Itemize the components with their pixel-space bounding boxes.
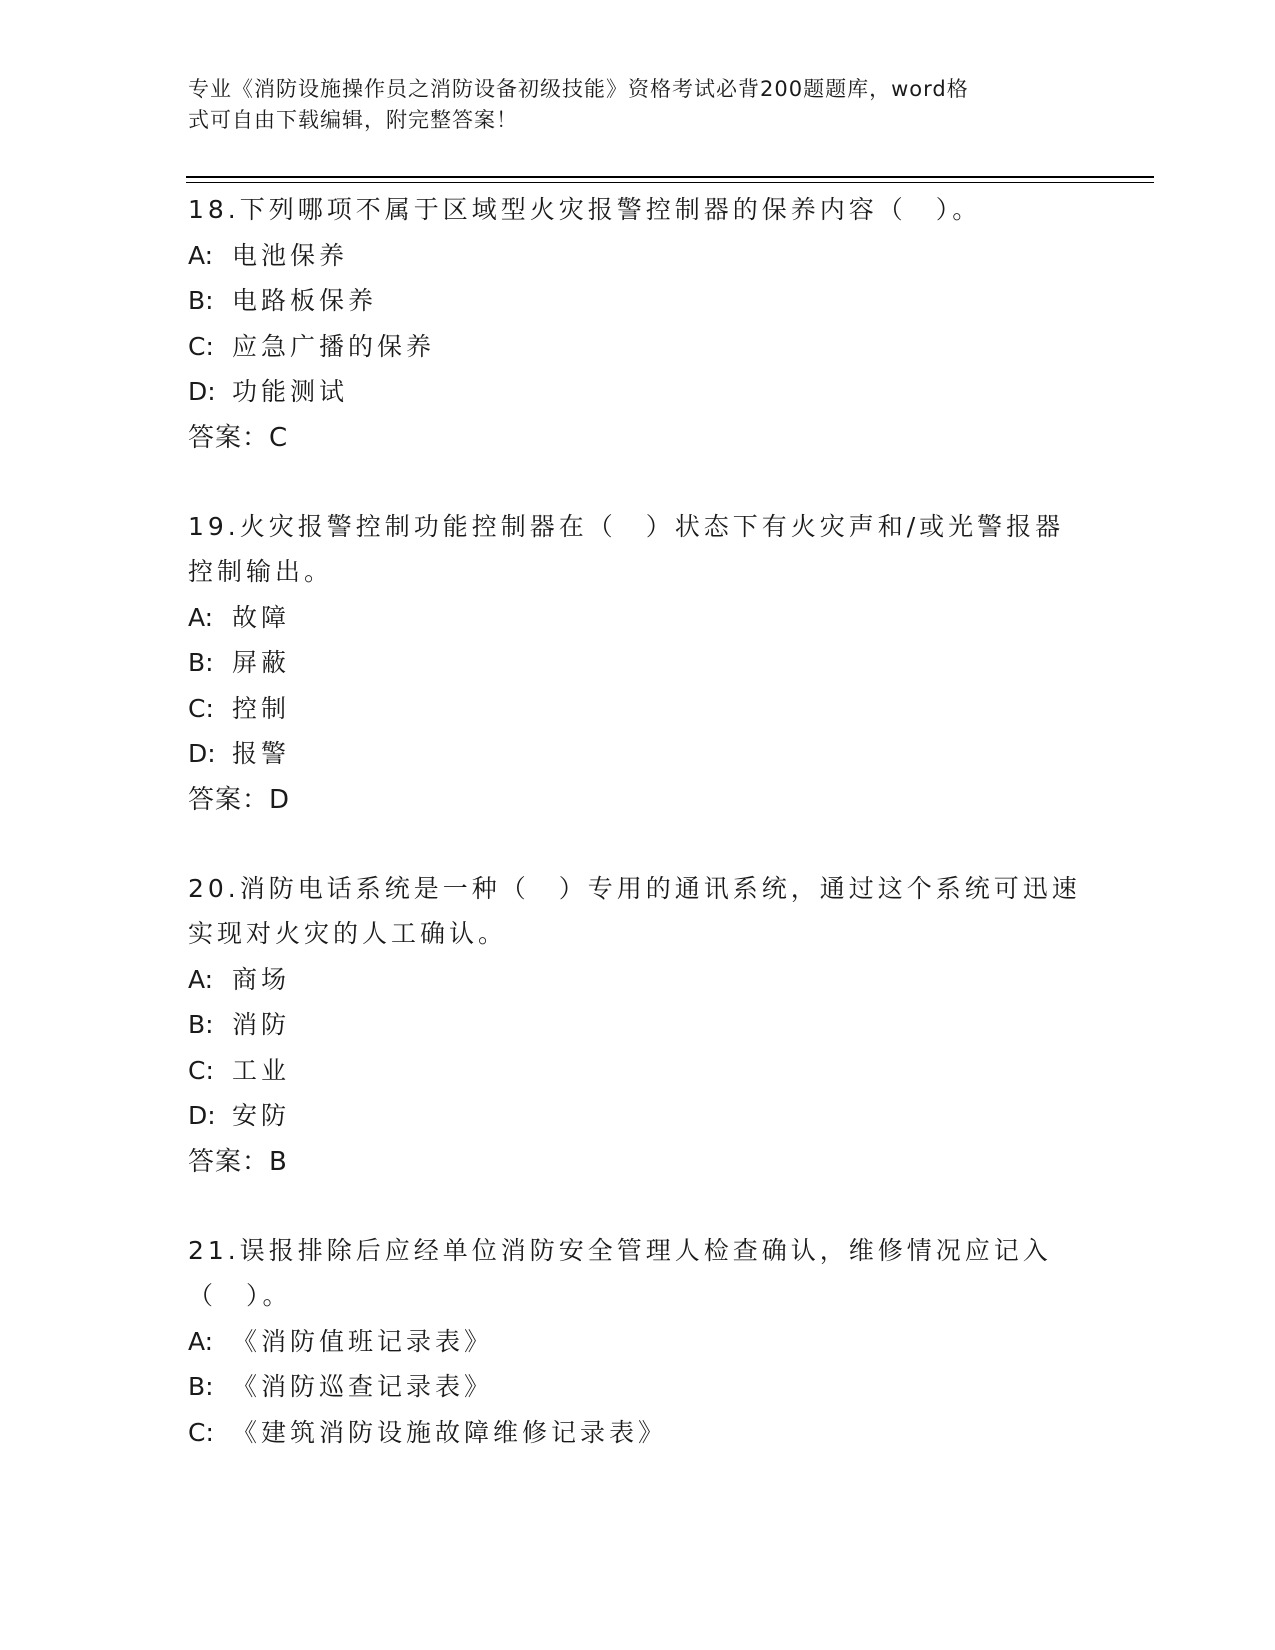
question-text: 19.火灾报警控制功能控制器在（ ）状态下有火灾声和/或光警报器控制输出。 bbox=[188, 511, 1065, 586]
option-text: 故障 bbox=[232, 602, 291, 632]
answer-text: 答案：D bbox=[188, 784, 291, 815]
option-label: D: bbox=[188, 377, 216, 406]
header-divider-thick bbox=[186, 176, 1154, 178]
option-label: C: bbox=[188, 1417, 214, 1447]
option-label: B: bbox=[188, 1372, 214, 1401]
header-line-2: 式可自由下载编辑，附完整答案！ bbox=[188, 108, 518, 132]
answer-text: 答案：C bbox=[188, 422, 289, 453]
option-text: 报警 bbox=[232, 739, 291, 768]
option-text: 安防 bbox=[232, 1101, 291, 1130]
option-d bbox=[188, 1093, 1088, 1139]
option-text: 控制 bbox=[232, 693, 291, 723]
option-text: 电路板保养 bbox=[232, 286, 378, 315]
option-label: A: bbox=[188, 602, 214, 632]
option-text: 《消防值班记录表》 bbox=[232, 1326, 494, 1356]
option-c bbox=[188, 324, 1088, 370]
option-text: 功能测试 bbox=[232, 377, 349, 406]
option-b bbox=[188, 278, 1088, 324]
option-d bbox=[188, 731, 1088, 777]
question-text: 21.误报排除后应经单位消防安全管理人检查确认，维修情况应记入（ ）。 bbox=[188, 1235, 1052, 1310]
option-label: B: bbox=[188, 648, 214, 677]
option-a bbox=[188, 233, 1088, 279]
header-line-1: 专业《消防设施操作员之消防设备初级技能》资格考试必背200题题库，word格 bbox=[188, 77, 969, 101]
option-label: C: bbox=[188, 331, 214, 361]
question-21 bbox=[188, 1228, 1088, 1456]
question-20 bbox=[188, 866, 1088, 1185]
option-label: C: bbox=[188, 1055, 214, 1085]
question-18 bbox=[188, 187, 1088, 461]
option-a bbox=[188, 957, 1088, 1003]
document-header bbox=[188, 74, 1068, 136]
option-text: 屏蔽 bbox=[232, 648, 291, 677]
option-text: 《建筑消防设施故障维修记录表》 bbox=[232, 1417, 668, 1447]
option-b bbox=[188, 640, 1088, 686]
option-c bbox=[188, 1410, 1088, 1456]
option-label: A: bbox=[188, 1326, 214, 1356]
option-b bbox=[188, 1002, 1088, 1048]
option-label: A: bbox=[188, 240, 214, 270]
option-c bbox=[188, 1048, 1088, 1094]
option-text: 工业 bbox=[232, 1055, 291, 1085]
option-label: C: bbox=[188, 693, 214, 723]
option-a bbox=[188, 595, 1088, 641]
option-a bbox=[188, 1319, 1088, 1365]
question-19 bbox=[188, 504, 1088, 823]
option-text: 电池保养 bbox=[232, 240, 349, 270]
question-list bbox=[188, 187, 1088, 1498]
answer-text: 答案：B bbox=[188, 1146, 288, 1177]
question-text: 18.下列哪项不属于区域型火灾报警控制器的保养内容（ ）。 bbox=[188, 195, 982, 224]
option-c bbox=[188, 686, 1088, 732]
option-label: D: bbox=[188, 1101, 216, 1130]
option-label: B: bbox=[188, 286, 214, 315]
option-text: 应急广播的保养 bbox=[232, 331, 436, 361]
option-label: B: bbox=[188, 1010, 214, 1039]
option-b bbox=[188, 1364, 1088, 1410]
option-d bbox=[188, 369, 1088, 415]
option-label: D: bbox=[188, 739, 216, 768]
option-text: 消防 bbox=[232, 1010, 291, 1039]
question-text: 20.消防电话系统是一种（ ）专用的通讯系统，通过这个系统可迅速实现对火灾的人工确认。 bbox=[188, 873, 1081, 948]
option-text: 商场 bbox=[232, 964, 291, 994]
header-divider-thin bbox=[186, 182, 1154, 183]
option-text: 《消防巡查记录表》 bbox=[232, 1372, 494, 1401]
option-label: A: bbox=[188, 964, 214, 994]
